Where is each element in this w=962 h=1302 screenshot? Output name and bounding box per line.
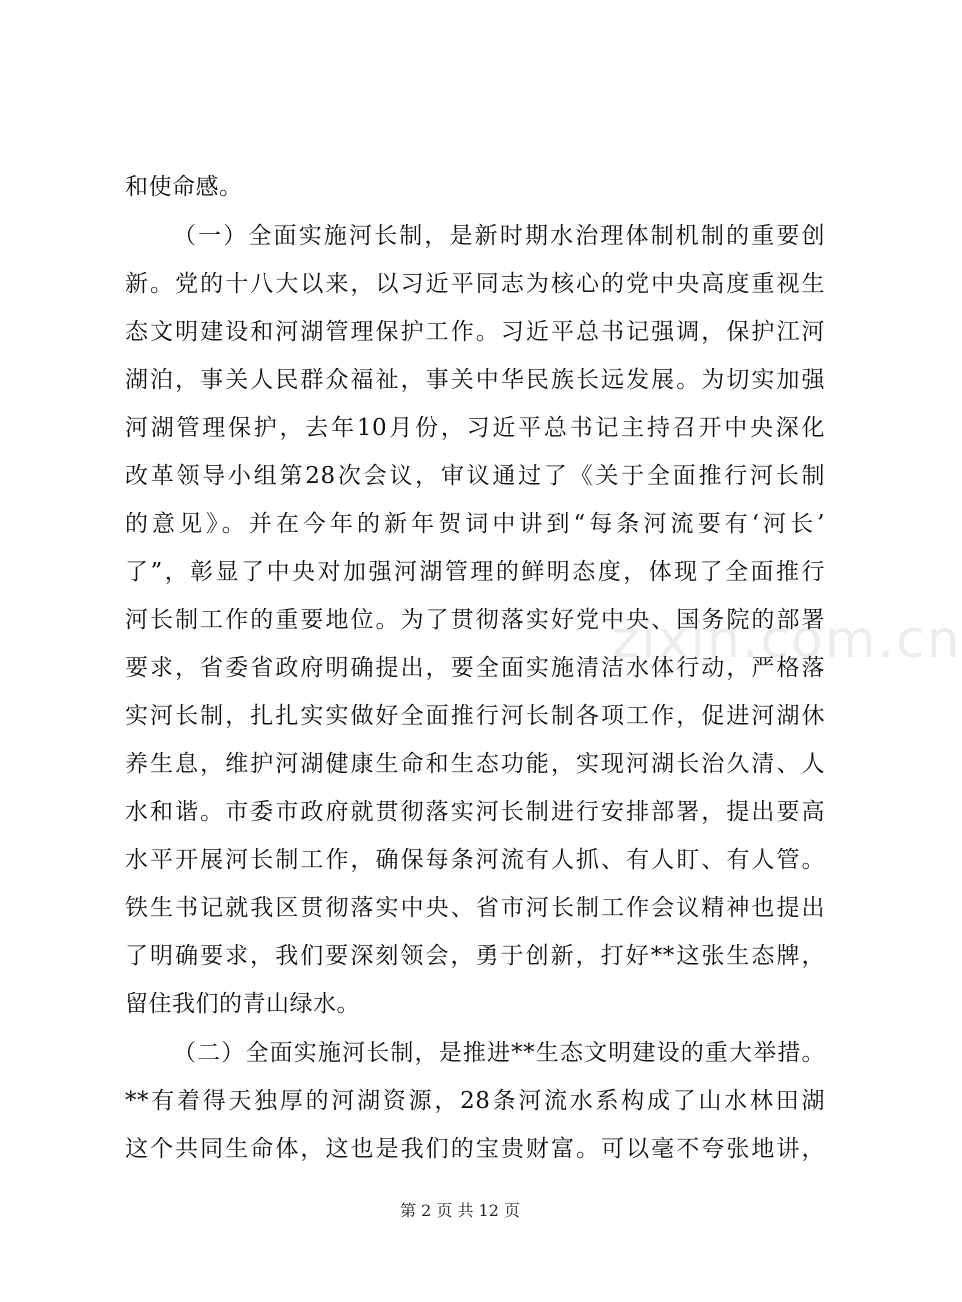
paragraph-line: 新。党的十八大以来，以习近平同志为核心的党中央高度重视生	[125, 271, 825, 297]
paragraph-line: 铁生书记就我区贯彻落实中央、省市河长制工作会议精神也提出	[125, 895, 825, 921]
paragraph-line: （二）全面实施河长制，是推进**生态文明建设的重大举措。	[173, 1040, 825, 1066]
paragraph-line: **有着得天独厚的河湖资源，28条河流水系构成了山水林田湖	[125, 1088, 825, 1114]
paragraph-line: 了”，彰显了中央对加强河湖管理的鲜明态度，体现了全面推行	[125, 559, 825, 585]
paragraph-line: 态文明建设和河湖管理保护工作。习近平总书记强调，保护江河	[125, 319, 825, 345]
paragraph-line: 要求，省委省政府明确提出，要全面实施清洁水体行动，严格落	[125, 655, 825, 681]
paragraph-line: 水平开展河长制工作，确保每条河流有人抓、有人盯、有人管。	[125, 847, 825, 873]
paragraph-line: 湖泊，事关人民群众福祉，事关中华民族长远发展。为切实加强	[125, 367, 825, 393]
paragraph-line: 和使命感。	[125, 174, 243, 200]
watermark: zixin.com.cn	[612, 610, 962, 670]
paragraph-line: 河湖管理保护，去年10月份，习近平总书记主持召开中央深化	[125, 415, 825, 441]
paragraph-line: 了明确要求，我们要深刻领会，勇于创新，打好**这张生态牌，	[125, 943, 825, 969]
paragraph-line: 这个共同生命体，这也是我们的宝贵财富。可以毫不夸张地讲，	[125, 1136, 825, 1162]
paragraph-line: 河长制工作的重要地位。为了贯彻落实好党中央、国务院的部署	[125, 607, 825, 633]
paragraph-line: 改革领导小组第28次会议，审议通过了《关于全面推行河长制	[125, 463, 825, 489]
paragraph-line: 水和谐。市委市政府就贯彻落实河长制进行安排部署，提出要高	[125, 799, 825, 825]
paragraph-line: 留住我们的青山绿水。	[125, 991, 360, 1017]
paragraph-line: 实河长制，扎扎实实做好全面推行河长制各项工作，促进河湖休	[125, 703, 825, 729]
page-number-footer: 第 2 页 共 12 页	[400, 1201, 520, 1220]
paragraph-line: 的意见》。并在今年的新年贺词中讲到“每条河流要有‘河长’	[125, 511, 825, 537]
paragraph-line: 养生息，维护河湖健康生命和生态功能，实现河湖长治久清、人	[125, 751, 825, 777]
paragraph-line: （一）全面实施河长制，是新时期水治理体制机制的重要创	[173, 223, 825, 249]
